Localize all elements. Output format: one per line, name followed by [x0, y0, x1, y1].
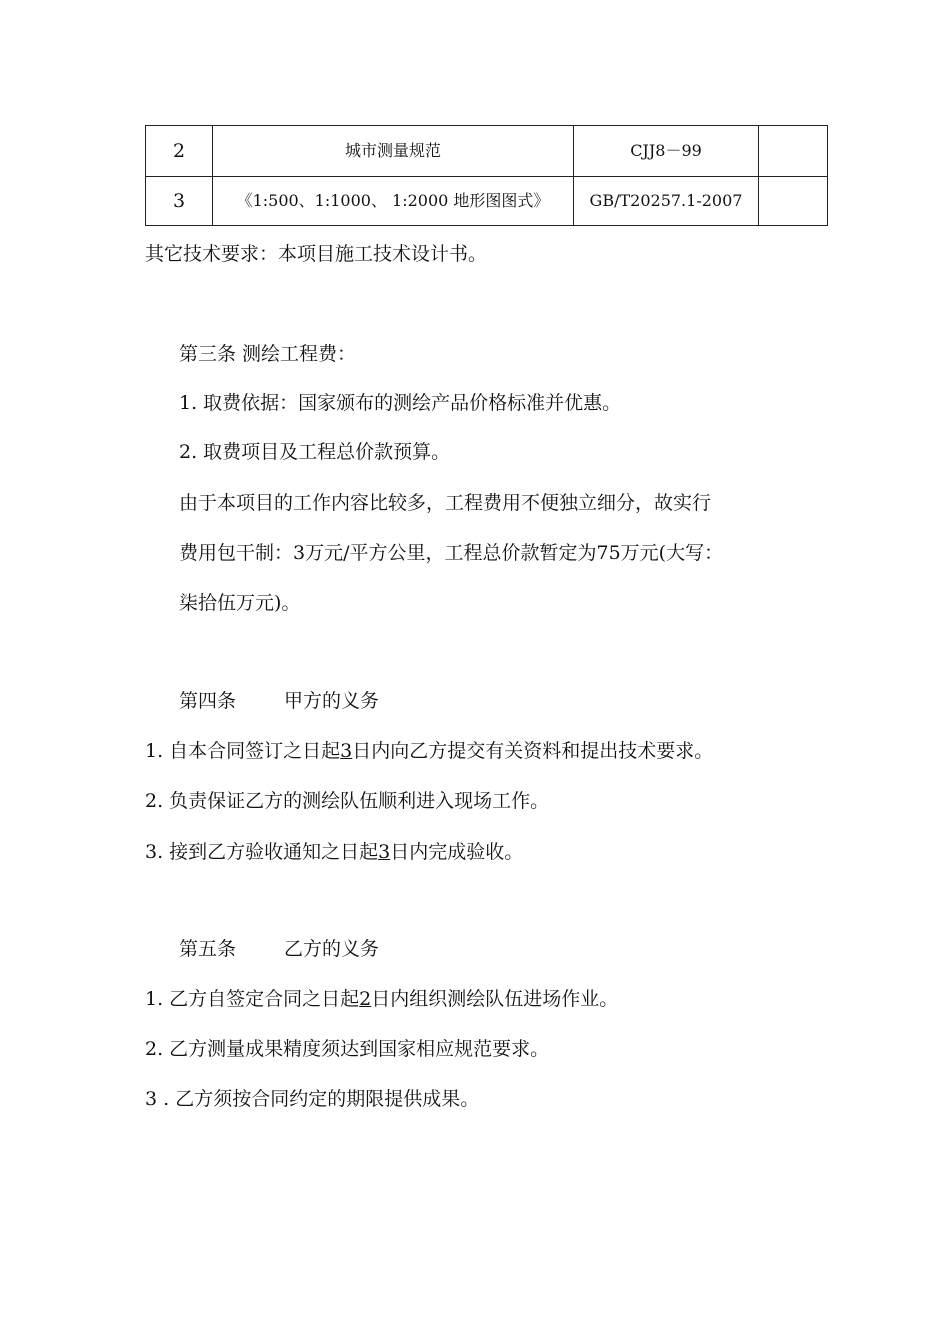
article4-item1-days: 3 — [340, 740, 353, 762]
article4-item3-days: 3 — [378, 841, 391, 863]
standard-code: CJJ8－99 — [574, 126, 759, 177]
article5-title-number: 第五条 — [179, 938, 237, 960]
article3-paragraph-line2: 费用包干制：3万元/平方公里，工程总价款暂定为75万元(大写： — [179, 542, 724, 564]
article4-item1-text: 1. 自本合同签订之日起 — [145, 740, 341, 762]
standards-table — [145, 125, 828, 226]
table-row — [146, 126, 828, 177]
article5-item3: 3 . 乙方须按合同约定的期限提供成果。 — [145, 1088, 480, 1110]
article4-item1 — [145, 739, 713, 763]
article3-title: 第三条 测绘工程费： — [179, 343, 357, 365]
article4-title-text: 甲方的义务 — [284, 690, 380, 712]
article4-item3-text-end: 日内完成验收。 — [390, 841, 524, 863]
article5-title-text: 乙方的义务 — [284, 938, 380, 960]
article5-title — [179, 937, 379, 961]
article5-item1-text: 1. 乙方自签定合同之日起 — [145, 988, 360, 1010]
article4-title-number: 第四条 — [179, 690, 237, 712]
article5-item1-text-end: 日内组织测绘队伍进场作业。 — [371, 988, 619, 1010]
standard-note — [759, 126, 828, 177]
article5-item2: 2. 乙方测量成果精度须达到国家相应规范要求。 — [145, 1038, 550, 1060]
article4-item1-text-end: 日内向乙方提交有关资料和提出技术要求。 — [352, 740, 714, 762]
standard-name: 城市测量规范 — [213, 126, 574, 177]
table-row — [146, 177, 828, 226]
article5-item1 — [145, 987, 618, 1011]
article4-item3-text: 3. 接到乙方验收通知之日起 — [145, 841, 379, 863]
other-requirements: 其它技术要求：本项目施工技术设计书。 — [145, 243, 488, 265]
row-number: 2 — [146, 126, 213, 177]
article3-item1: 1. 取费依据：国家颁布的测绘产品价格标准并优惠。 — [179, 392, 622, 414]
standard-code: GB/T20257.1-2007 — [574, 177, 759, 226]
article4-item3 — [145, 840, 523, 864]
article3-paragraph-line1: 由于本项目的工作内容比较多，工程费用不便独立细分，故实行 — [179, 492, 712, 514]
standard-name: 《1:500、1:1000、 1:2000 地形图图式》 — [213, 177, 574, 226]
row-number: 3 — [146, 177, 213, 226]
article3-item2: 2. 取费项目及工程总价款预算。 — [179, 441, 451, 463]
article5-item1-days: 2 — [359, 988, 372, 1010]
article3-paragraph-line3: 柒拾伍万元)。 — [179, 592, 301, 614]
article4-item2: 2. 负责保证乙方的测绘队伍顺利进入现场工作。 — [145, 790, 550, 812]
standard-note — [759, 177, 828, 226]
article4-title — [179, 689, 379, 713]
